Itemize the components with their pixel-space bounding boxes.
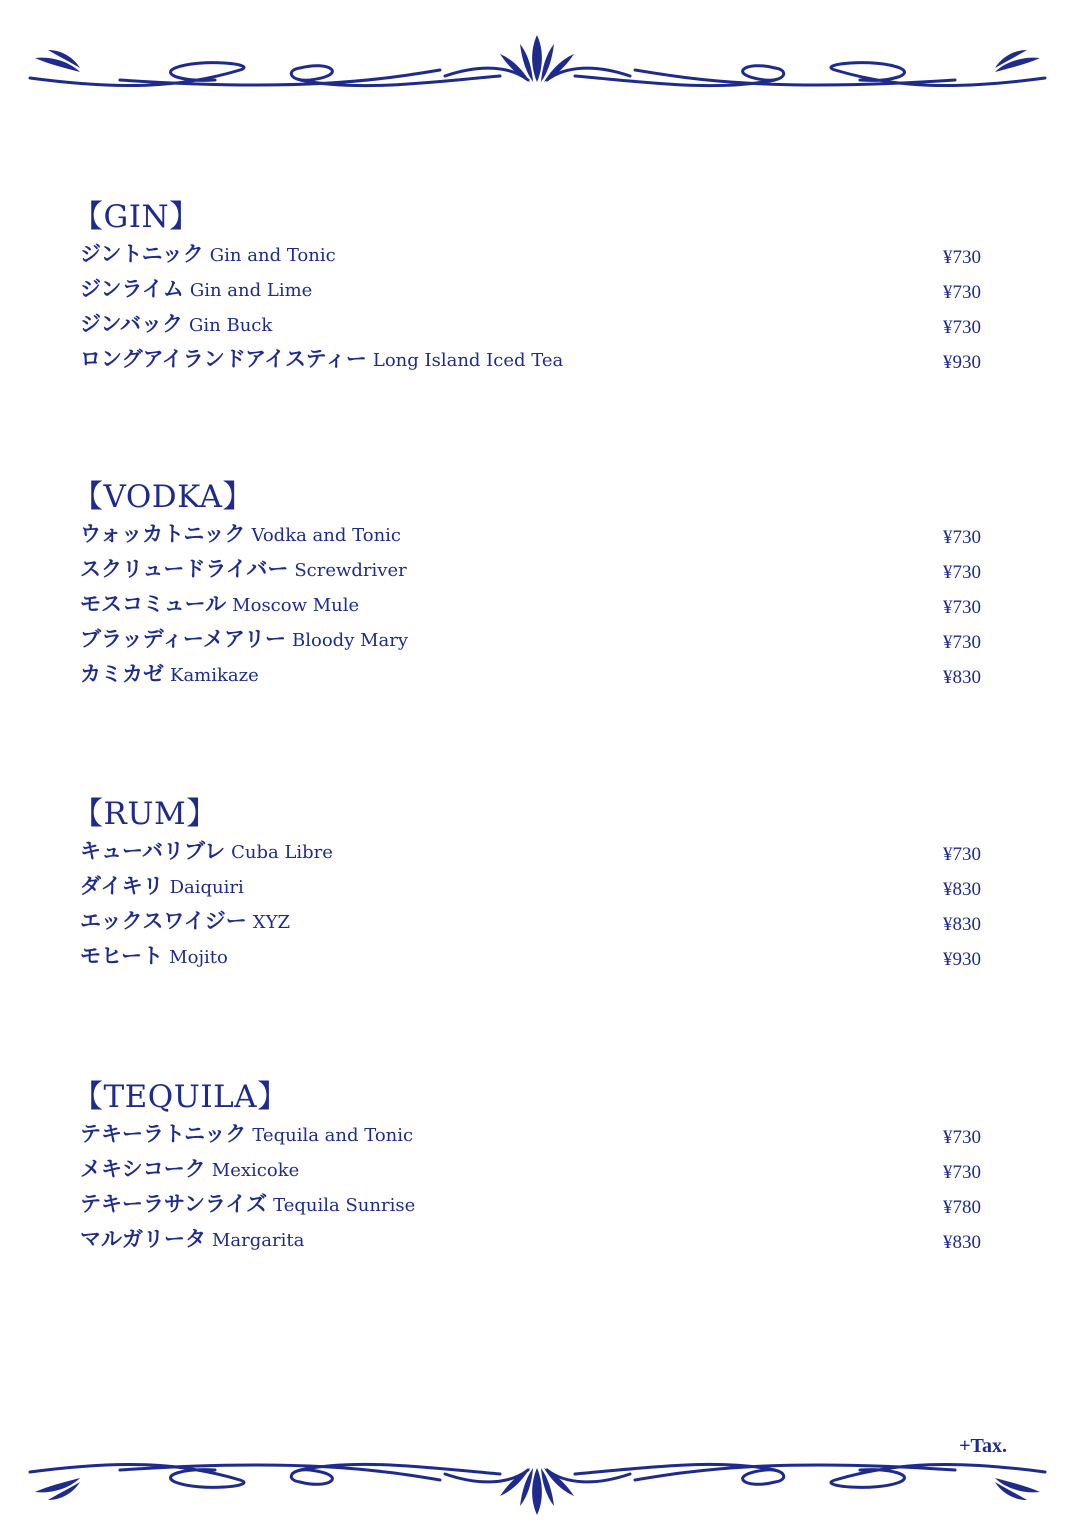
item-price: ¥730 [943,632,981,653]
item-name-en: Cuba Libre [231,842,333,863]
menu-item [74,1116,984,1151]
section-title: 【VODKA】 [72,479,254,515]
item-name-jp: ロングアイランドアイスティー [80,346,367,371]
item-price: ¥730 [943,247,981,268]
item-name-en: XYZ [252,912,290,933]
item-name-en: Vodka and Tonic [251,525,401,546]
item-price: ¥730 [943,1127,981,1148]
item-name-jp: テキーラトニック [80,1121,247,1146]
menu-section-tequila [74,1078,984,1256]
item-name-jp: ダイキリ [80,873,164,898]
item-name-en: Tequila and Tonic [252,1125,414,1146]
item-name-jp: ジンバック [80,311,184,336]
item-name-en: Long Island Iced Tea [372,350,564,371]
section-title: 【GIN】 [72,199,201,235]
item-name-en: Screwdriver [294,560,407,581]
top-flourish-border-icon [0,20,1075,110]
item-name-jp: エックスワイジー [80,908,247,933]
item-price: ¥730 [943,527,981,548]
item-name-en: Kamikaze [170,665,259,686]
menu-item [74,1151,984,1186]
item-price: ¥830 [943,914,981,935]
item-price: ¥930 [943,352,981,373]
item-name-en: Tequila Sunrise [273,1195,416,1216]
item-name-jp: ウォッカトニック [80,521,246,546]
menu-item [74,306,984,341]
item-name-en: Daiquiri [169,877,244,898]
menu-item [74,586,984,621]
menu-section-vodka [74,478,984,691]
menu-item [74,1186,984,1221]
menu-item [74,271,984,306]
menu-item [74,1221,984,1256]
menu-item [74,938,984,973]
item-name-jp: ジントニック [80,241,204,266]
menu-item [74,516,984,551]
menu-item [74,656,984,691]
bottom-flourish-border-icon [0,1440,1075,1530]
item-price: ¥830 [943,879,981,900]
section-title: 【TEQUILA】 [72,1079,289,1115]
menu-section-rum [74,795,984,973]
item-name-jp: テキーラサンライズ [80,1191,268,1216]
item-price: ¥730 [943,1162,981,1183]
item-price: ¥730 [943,282,981,303]
item-name-en: Gin and Tonic [209,245,336,266]
tax-note: +Tax. [959,1435,1007,1457]
item-name-jp: カミカゼ [80,661,164,686]
menu-item [74,903,984,938]
item-price: ¥830 [943,1232,981,1253]
menu-section-gin [74,198,984,376]
item-price: ¥930 [943,949,981,970]
item-price: ¥730 [943,317,981,338]
item-name-en: Mojito [169,947,228,968]
item-name-en: Margarita [212,1230,305,1251]
item-price: ¥730 [943,597,981,618]
item-name-en: Gin Buck [189,315,273,336]
item-name-jp: キューバリブレ [80,838,226,863]
item-price: ¥730 [943,562,981,583]
item-name-jp: スクリュードライバー [80,556,289,581]
item-name-en: Bloody Mary [292,630,409,651]
menu-item [74,621,984,656]
item-price: ¥730 [943,844,981,865]
menu-item [74,868,984,903]
item-name-jp: ブラッディーメアリー [80,626,287,651]
item-name-en: Moscow Mule [232,595,360,616]
section-title: 【RUM】 [72,796,218,832]
menu-item [74,833,984,868]
item-name-en: Mexicoke [211,1160,300,1181]
item-price: ¥780 [943,1197,981,1218]
item-name-jp: モヒート [80,943,164,968]
menu-item [74,236,984,271]
item-name-en: Gin and Lime [189,280,313,301]
item-name-jp: メキシコーク [80,1156,206,1181]
item-price: ¥830 [943,667,981,688]
menu-item [74,551,984,586]
item-name-jp: モスコミュール [80,591,227,616]
menu-item [74,341,984,376]
item-name-jp: ジンライム [80,276,184,301]
item-name-jp: マルガリータ [80,1226,206,1251]
